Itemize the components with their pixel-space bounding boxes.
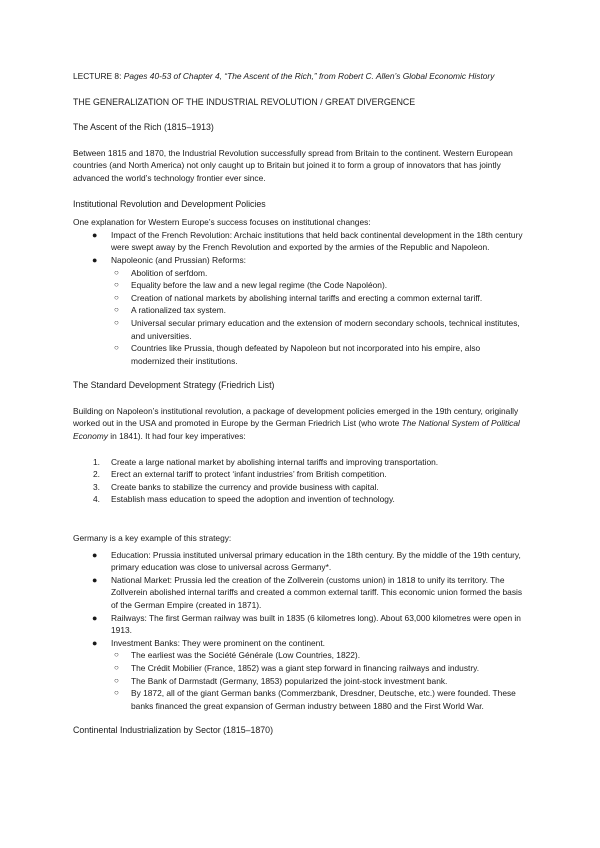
list-item-text: Napoleonic (and Prussian) Reforms: bbox=[111, 254, 246, 265]
list-item bbox=[73, 493, 525, 506]
list-item bbox=[111, 292, 525, 305]
list-item bbox=[111, 342, 525, 367]
section-paragraph-list bbox=[73, 405, 525, 443]
bullet-list-institutional bbox=[73, 229, 525, 368]
bullet-icon: ● bbox=[92, 549, 98, 560]
list-item bbox=[111, 304, 525, 317]
main-title: THE GENERALIZATION OF THE INDUSTRIAL REVOLUTION / GREAT DIVERGENCE bbox=[73, 96, 416, 107]
list-number: 2. bbox=[93, 469, 100, 480]
list-item bbox=[73, 468, 525, 481]
list-item bbox=[73, 549, 525, 574]
sub-bullet-icon: ○ bbox=[114, 662, 119, 672]
sub-bullet-icon: ○ bbox=[114, 343, 119, 353]
list-item-text: Equality before the law and a new legal regime (the Code Napoléon). bbox=[131, 280, 388, 291]
sub-bullet-list-reforms bbox=[111, 267, 525, 368]
list-item-text: Countries like Prussia, though defeated by Napoleon but not incorporated into his empire, also modernized their institutions. bbox=[131, 343, 481, 366]
numbered-list-imperatives bbox=[73, 456, 525, 506]
list-item-text: Education: Prussia instituted universal primary education in the 18th century. By the middle of the 19th century, primary education was close to universal across Germany*. bbox=[111, 549, 521, 573]
spacer bbox=[73, 519, 525, 532]
sub-bullet-icon: ○ bbox=[114, 280, 119, 290]
list-item bbox=[73, 574, 525, 612]
bullet-list-germany bbox=[73, 549, 525, 713]
section-intro-institutional: One explanation for Western Europe’s success focuses on institutional changes: bbox=[73, 217, 371, 228]
section-paragraph-ascent: Between 1815 and 1870, the Industrial Revolution successfully spread from Britain to the continent. Western European countries (and North America) not only caught up to Britain but joined it to form a group of innovators that has jointly advanced the world’s technology frontier ever since. bbox=[73, 147, 513, 183]
section-heading-sector: Continental Industrialization by Sector (1815–1870) bbox=[73, 725, 274, 736]
list-item-text: A rationalized tax system. bbox=[131, 305, 226, 316]
paragraph-text: Building on Napoleon’s institutional revolution, a package of development policies emerged in the 19th century, originally worked out in the USA and promoted in Europe by the German Friedrich List (who wrote bbox=[73, 405, 519, 429]
list-item-text: Create banks to stabilize the currency and provide business with capital. bbox=[111, 481, 379, 492]
bullet-icon: ● bbox=[92, 637, 98, 648]
sub-bullet-icon: ○ bbox=[114, 688, 119, 698]
list-item bbox=[111, 687, 525, 712]
sub-bullet-icon: ○ bbox=[114, 267, 119, 277]
sub-bullet-icon: ○ bbox=[114, 650, 119, 660]
list-item-text: Impact of the French Revolution: Archaic institutions that held back continental development in the 18th century were swept away by the French Revolution and exported by the armies of the Republic and Napoleon. bbox=[111, 229, 523, 253]
list-item-text: Establish mass education to speed the adoption and invention of technology. bbox=[111, 494, 395, 505]
list-item bbox=[73, 456, 525, 469]
list-item-text: Creation of national markets by abolishing internal tariffs and erecting a common external tariff. bbox=[131, 292, 483, 303]
list-item bbox=[111, 649, 525, 662]
section-heading-list: The Standard Development Strategy (Friedrich List) bbox=[73, 380, 275, 391]
list-item-text: Universal secular primary education and the extension of modern secondary schools, technical institutes, and universities. bbox=[131, 317, 520, 341]
list-item bbox=[73, 612, 525, 637]
list-item bbox=[111, 279, 525, 292]
list-item-text: Abolition of serfdom. bbox=[131, 267, 208, 278]
list-item bbox=[111, 662, 525, 675]
book-title: The National System of Political Economy bbox=[73, 418, 520, 442]
sub-bullet-list-banks bbox=[111, 649, 525, 712]
list-item-text: The Bank of Darmstadt (Germany, 1853) popularized the joint-stock investment bank. bbox=[131, 675, 448, 686]
list-item bbox=[111, 675, 525, 688]
list-number: 1. bbox=[93, 456, 100, 467]
document-page bbox=[73, 70, 525, 750]
list-item-text: The Crédit Mobilier (France, 1852) was a giant step forward in financing railways and industry. bbox=[131, 662, 480, 673]
list-number: 4. bbox=[93, 494, 100, 505]
list-item bbox=[111, 317, 525, 342]
paragraph-text: in 1841). It had four key imperatives: bbox=[107, 431, 246, 442]
lecture-header bbox=[73, 70, 525, 83]
section-intro-germany: Germany is a key example of this strategy: bbox=[73, 533, 232, 544]
list-item bbox=[73, 229, 525, 254]
lecture-label: LECTURE 8: bbox=[73, 71, 122, 81]
list-item bbox=[111, 267, 525, 280]
bullet-icon: ● bbox=[92, 229, 98, 240]
list-item-text: Erect an external tariff to protect ‘infant industries’ from British competition. bbox=[111, 469, 387, 480]
list-item-text: Create a large national market by abolishing internal tariffs and improving transportation. bbox=[111, 456, 439, 467]
list-item-text: Railways: The first German railway was built in 1835 (6 kilometres long). About 63,000 kilometres were open in 1913. bbox=[111, 612, 521, 636]
list-item-text: Investment Banks: They were prominent on the continent. bbox=[111, 637, 325, 648]
sub-bullet-icon: ○ bbox=[114, 675, 119, 685]
list-number: 3. bbox=[93, 481, 100, 492]
sub-bullet-icon: ○ bbox=[114, 292, 119, 302]
list-item-text: By 1872, all of the giant German banks (Commerzbank, Dresdner, Deutsche, etc.) were founded. These banks financed the great expansion of German industry between 1880 and the First World War. bbox=[131, 688, 516, 711]
bullet-icon: ● bbox=[92, 574, 98, 585]
sub-bullet-icon: ○ bbox=[114, 317, 119, 327]
section-heading-ascent: The Ascent of the Rich (1815–1913) bbox=[73, 122, 214, 133]
bullet-icon: ● bbox=[92, 612, 98, 623]
bullet-icon: ● bbox=[92, 254, 98, 265]
list-item bbox=[73, 254, 525, 367]
list-item bbox=[73, 481, 525, 494]
sub-bullet-icon: ○ bbox=[114, 305, 119, 315]
section-heading-institutional: Institutional Revolution and Development Policies bbox=[73, 198, 266, 209]
list-item-text: National Market: Prussia led the creation of the Zollverein (customs union) in 1818 to unify its territory. The Zollverein abolished internal tariffs and created a common external tariff. This economic union formed the basis of the German Empire (created in 1871). bbox=[111, 574, 523, 610]
list-item-text: The earliest was the Société Générale (Low Countries, 1822). bbox=[131, 650, 361, 661]
lecture-source: Pages 40-53 of Chapter 4, “The Ascent of the Rich,” from Robert C. Allen’s Global Economic History bbox=[123, 71, 495, 81]
list-item bbox=[73, 637, 525, 713]
